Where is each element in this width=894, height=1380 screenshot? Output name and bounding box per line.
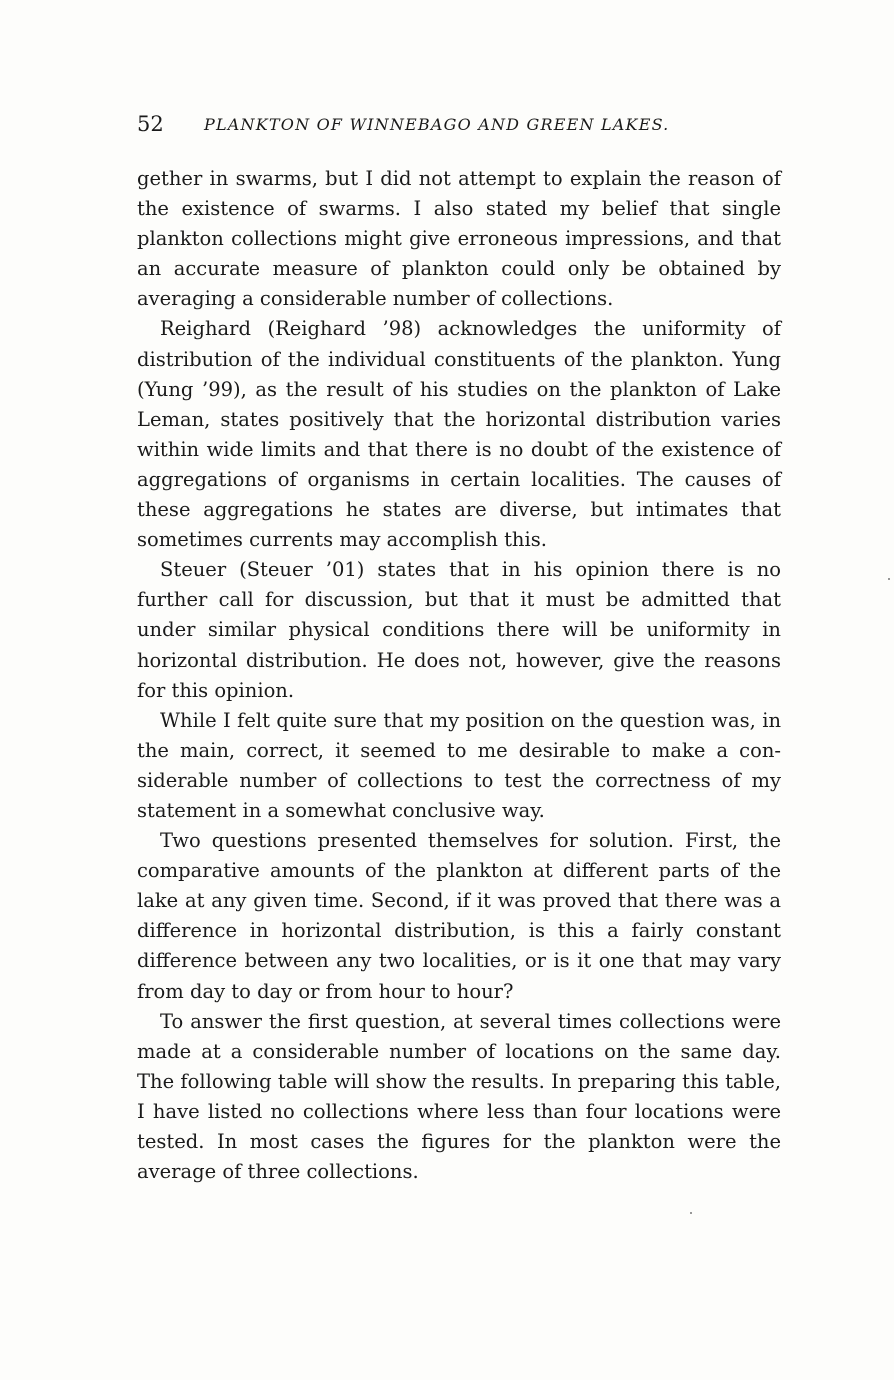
page-header <box>137 112 777 142</box>
body-text <box>137 164 781 1187</box>
paragraph-steuer: Steuer (Steuer ’01) states that in his opinion there is no further call for discussion, but that it must be admitted that under similar physical conditions there will be uniformity in horizontal distribution. He does not, however, give the reasons for this opinion. <box>137 558 781 702</box>
paragraph-reighard-yung: Reighard (Reighard ’98) acknowledges the uniformity of distribution of the individual constituents of the plankton. Yung (Yung ’99), as the result of his studies on the plankton of Lake Leman, states positively that the horizontal distribution varies within wide limits and that there is no doubt of the existence of aggregations of organisms in certain localities. The causes of these aggregations he states are diverse, but intimates that sometimes currents may accomplish this. <box>137 317 781 552</box>
paragraph-two-questions: Two questions presented themselves for solution. First, the comparative amounts of the plankton at different parts of the lake at any given time. Second, if it was proved that there was a difference in horizontal distribution, is this a fairly constant difference between any two localities, or is it one that may vary from day to day or from hour to hour? <box>137 829 781 1003</box>
margin-speck <box>888 578 890 580</box>
margin-speck <box>690 1212 692 1214</box>
running-title: PLANKTON OF WINNEBAGO AND GREEN LAKES. <box>204 115 670 134</box>
paragraph-first-question: To answer the first question, at several times collections were made at a considerable number of locations on the same day. The following table will show the results. In preparing this table, I have listed no collections where less than four locations were tested. In most cases the figures for the plankton were the average of three collections. <box>137 1009 781 1184</box>
page-number: 52 <box>137 112 164 136</box>
paragraph-continued: gether in swarms, but I did not attempt to explain the reason of the existence of swarms. I also stated my belief that single plankton collections might give erroneous impressions, and that an accurate measure of plankton could only be obtained by averaging a considerable number of collections. <box>137 167 781 311</box>
paragraph-position: While I felt quite sure that my position on the question was, in the main, correct, it seemed to me desirable to make a considerable number of collections to test the correctness of my statement in a somewhat conclusive way. <box>137 708 781 822</box>
